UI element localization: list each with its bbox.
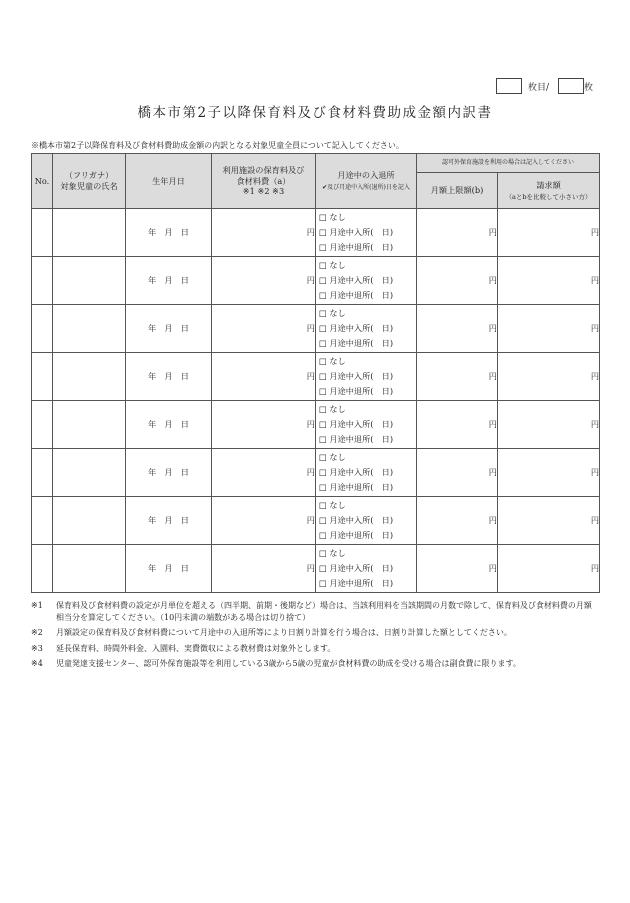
yen-unit: 円: [590, 419, 600, 429]
cell-no[interactable]: [32, 449, 53, 497]
checkbox-mid-entry[interactable]: □ 月途中入所( 日): [319, 514, 394, 525]
table-body: [32, 209, 600, 593]
page-title: 橋本市第2子以降保育料及び食材料費助成金額内訳書: [137, 105, 493, 121]
cell-no[interactable]: [32, 545, 53, 593]
cell-midmonth: [316, 353, 417, 401]
header-name: [53, 154, 126, 209]
yen-unit: 円: [590, 467, 600, 477]
cell-monthly-limit[interactable]: [417, 257, 498, 305]
cell-claim-amount[interactable]: [498, 449, 600, 497]
cell-claim-amount[interactable]: [498, 353, 600, 401]
checkbox-mid-exit[interactable]: □ 月途中退所( 日): [319, 434, 394, 445]
note-text: 児童発達支援センター、認可外保育施設等を利用している3歳から5歳の児童が食材料費の助成を受ける場合は副食費に限ります。: [56, 659, 521, 669]
table-row: [32, 353, 600, 401]
cell-birthdate[interactable]: [126, 449, 212, 497]
cell-birthdate[interactable]: [126, 497, 212, 545]
table-row: [32, 257, 600, 305]
header-claim-label: 請求額: [536, 179, 561, 190]
header-midmonth: [316, 154, 417, 209]
note-1: [31, 600, 599, 623]
note-2: [31, 627, 599, 639]
yen-unit: 円: [306, 563, 315, 573]
yen-unit: 円: [306, 515, 315, 525]
checkbox-mid-exit[interactable]: □ 月途中退所( 日): [319, 530, 394, 541]
cell-claim-amount[interactable]: [498, 401, 600, 449]
header-furigana: （フリガナ）: [64, 170, 114, 181]
yen-unit: 円: [590, 515, 600, 525]
yen-unit: 円: [590, 227, 600, 237]
cell-child-name[interactable]: [53, 353, 126, 401]
cell-child-name[interactable]: [53, 257, 126, 305]
note-mark: ※3: [31, 643, 43, 653]
header-claim: [498, 173, 600, 209]
cell-birthdate[interactable]: [126, 545, 212, 593]
header-claim-sub: （aとbを比較して小さい方）: [505, 192, 592, 201]
header-limit: 月額上限額(b): [417, 173, 498, 209]
cell-midmonth: [316, 449, 417, 497]
table-row: [32, 209, 600, 257]
checkbox-mid-entry[interactable]: □ 月途中入所( 日): [319, 274, 394, 285]
checkbox-none[interactable]: □ なし: [319, 355, 346, 366]
header-no: No.: [32, 154, 53, 209]
checkbox-mid-entry[interactable]: □ 月途中入所( 日): [319, 466, 394, 477]
cell-monthly-limit[interactable]: [417, 545, 498, 593]
cell-midmonth: [316, 209, 417, 257]
birthdate-placeholder: 年 月 日: [148, 371, 189, 381]
cell-midmonth: [316, 497, 417, 545]
cell-claim-amount[interactable]: [498, 545, 600, 593]
yen-unit: 円: [488, 227, 497, 237]
note-mark: ※4: [31, 659, 43, 669]
note-mark: ※2: [31, 628, 43, 638]
yen-unit: 円: [590, 323, 600, 333]
cell-claim-amount[interactable]: [498, 209, 600, 257]
yen-unit: 円: [306, 419, 315, 429]
note-text: 延長保育料、時間外料金、入園料、実費徴収による教材費は対象外とします。: [56, 643, 336, 653]
checkbox-mid-exit[interactable]: □ 月途中退所( 日): [319, 242, 394, 253]
cell-no[interactable]: [32, 401, 53, 449]
cell-monthly-limit[interactable]: [417, 401, 498, 449]
birthdate-placeholder: 年 月 日: [148, 563, 189, 573]
cell-claim-amount[interactable]: [498, 257, 600, 305]
cell-no[interactable]: [32, 353, 53, 401]
checkbox-mid-exit[interactable]: □ 月途中退所( 日): [319, 482, 394, 493]
yen-unit: 円: [306, 323, 315, 333]
yen-unit: 円: [306, 467, 315, 477]
cell-monthly-limit[interactable]: [417, 449, 498, 497]
cell-birthdate[interactable]: [126, 401, 212, 449]
yen-unit: 円: [590, 563, 600, 573]
cell-midmonth: [316, 257, 417, 305]
cell-fee[interactable]: [212, 209, 316, 257]
page-number-label: 枚目/: [528, 83, 550, 93]
cell-child-name[interactable]: [53, 449, 126, 497]
cell-monthly-limit[interactable]: [417, 305, 498, 353]
cell-child-name[interactable]: [53, 401, 126, 449]
cell-birthdate[interactable]: [126, 209, 212, 257]
checkbox-mid-entry[interactable]: □ 月途中入所( 日): [319, 418, 394, 429]
page-number-box[interactable]: [496, 78, 522, 94]
yen-unit: 円: [488, 563, 497, 573]
table-row: [32, 497, 600, 545]
yen-unit: 円: [590, 275, 600, 285]
intro-text: ※橋本市第2子以降保育料及び食材料費助成金額の内訳となる対象児童全員について記入してください。: [31, 141, 404, 150]
checkbox-none[interactable]: □ なし: [319, 499, 346, 510]
checkbox-none[interactable]: □ なし: [319, 259, 346, 270]
checkbox-mid-entry[interactable]: □ 月途中入所( 日): [319, 562, 394, 573]
checkbox-mid-exit[interactable]: □ 月途中退所( 日): [319, 338, 394, 349]
cell-no[interactable]: [32, 497, 53, 545]
header-midmonth-sub: ✔及び月途中入所(退所)日を記入: [322, 184, 410, 191]
breakdown-table: [31, 153, 600, 593]
table-row: [32, 305, 600, 353]
header-name-label: 対象児童の氏名: [60, 181, 118, 191]
yen-unit: 円: [590, 371, 600, 381]
header-fee-line3: ※1 ※2 ※3: [242, 186, 285, 197]
birthdate-placeholder: 年 月 日: [148, 515, 189, 525]
cell-child-name[interactable]: [53, 305, 126, 353]
cell-child-name[interactable]: [53, 209, 126, 257]
cell-no[interactable]: [32, 209, 53, 257]
cell-fee[interactable]: [212, 401, 316, 449]
cell-no[interactable]: [32, 257, 53, 305]
checkbox-mid-exit[interactable]: □ 月途中退所( 日): [319, 290, 394, 301]
yen-unit: 円: [488, 419, 497, 429]
cell-fee[interactable]: [212, 257, 316, 305]
birthdate-placeholder: 年 月 日: [148, 275, 189, 285]
cell-no[interactable]: [32, 305, 53, 353]
cell-fee[interactable]: [212, 353, 316, 401]
checkbox-none[interactable]: □ なし: [319, 307, 346, 318]
cell-monthly-limit[interactable]: [417, 209, 498, 257]
cell-midmonth: [316, 401, 417, 449]
note-3: [31, 643, 599, 655]
birthdate-placeholder: 年 月 日: [148, 227, 189, 237]
checkbox-none[interactable]: □ なし: [319, 403, 346, 414]
cell-midmonth: [316, 545, 417, 593]
cell-fee[interactable]: [212, 497, 316, 545]
yen-unit: 円: [488, 275, 497, 285]
yen-unit: 円: [306, 371, 315, 381]
checkbox-none[interactable]: □ なし: [319, 547, 346, 558]
cell-fee[interactable]: [212, 449, 316, 497]
note-text: 月額設定の保育料及び食材料費について月途中の入退所等により日割り計算を行う場合は、日割り計算した額としてください。: [56, 628, 512, 638]
checkbox-none[interactable]: □ なし: [319, 211, 346, 222]
cell-child-name[interactable]: [53, 545, 126, 593]
checkbox-mid-entry[interactable]: □ 月途中入所( 日): [319, 226, 394, 237]
yen-unit: 円: [488, 467, 497, 477]
note-text: 保育料及び食材料費の設定が月単位を超える（四半期、前期・後期など）場合は、当該利用料を当該期間の月数で除して、保育料及び食材料費の月額相当分を算定してください。（10円未満の端数がある場合は切り捨て）: [56, 601, 592, 622]
yen-unit: 円: [488, 323, 497, 333]
yen-unit: 円: [306, 227, 315, 237]
cell-child-name[interactable]: [53, 497, 126, 545]
cell-fee[interactable]: [212, 305, 316, 353]
cell-monthly-limit[interactable]: [417, 497, 498, 545]
header-fee-line2: 食材料費（a）: [236, 175, 291, 186]
header-midmonth-label: 月途中の入退所: [337, 170, 395, 181]
cell-claim-amount[interactable]: [498, 305, 600, 353]
birthdate-placeholder: 年 月 日: [148, 323, 189, 333]
birthdate-placeholder: 年 月 日: [148, 419, 189, 429]
cell-claim-amount[interactable]: [498, 497, 600, 545]
table-row: [32, 401, 600, 449]
note-4: [31, 658, 599, 670]
table-row: [32, 449, 600, 497]
checkbox-mid-exit[interactable]: □ 月途中退所( 日): [319, 578, 394, 589]
notes-section: [31, 600, 599, 674]
header-unlicensed: 認可外保育施設を利用の場合は記入してください: [417, 154, 600, 173]
cell-birthdate[interactable]: [126, 353, 212, 401]
yen-unit: 円: [488, 371, 497, 381]
total-pages-label: 枚: [584, 83, 594, 93]
header-fee-line1: 利用施設の保育料及び: [222, 165, 305, 176]
cell-birthdate[interactable]: [126, 305, 212, 353]
checkbox-mid-entry[interactable]: □ 月途中入所( 日): [319, 370, 394, 381]
yen-unit: 円: [488, 515, 497, 525]
yen-unit: 円: [306, 275, 315, 285]
birthdate-placeholder: 年 月 日: [148, 467, 189, 477]
checkbox-none[interactable]: □ なし: [319, 451, 346, 462]
cell-midmonth: [316, 305, 417, 353]
checkbox-mid-entry[interactable]: □ 月途中入所( 日): [319, 322, 394, 333]
total-pages-box[interactable]: [558, 78, 584, 94]
note-mark: ※1: [31, 601, 43, 610]
checkbox-mid-exit[interactable]: □ 月途中退所( 日): [319, 386, 394, 397]
header-birth: 生年月日: [126, 154, 212, 209]
header-fee: [212, 154, 316, 209]
cell-fee[interactable]: [212, 545, 316, 593]
cell-monthly-limit[interactable]: [417, 353, 498, 401]
cell-birthdate[interactable]: [126, 257, 212, 305]
table-row: [32, 545, 600, 593]
